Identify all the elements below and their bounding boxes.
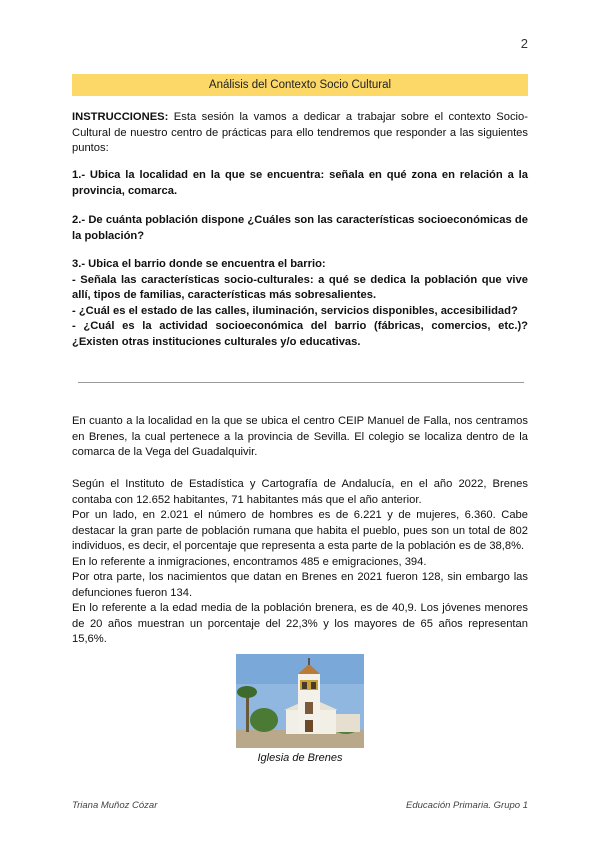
question-3-item: - Señala las características socio-culturales: a qué se dedica la población que vive allí, tipos de familias, características más sobresalientes. — [72, 273, 528, 301]
horizontal-divider — [78, 382, 524, 383]
figure-caption: Iglesia de Brenes — [257, 752, 343, 764]
body-paragraph: Por otra parte, los nacimientos que datan en Brenes en 2021 fueron 128, sin embargo las defunciones fueron 134. — [72, 571, 528, 599]
body-paragraph-population — [72, 477, 528, 648]
church-photo — [236, 654, 364, 748]
body-paragraph: Por un lado, en 2.021 el número de hombres es de 6.221 y de mujeres, 6.360. Cabe destacar la gran parte de población rumana que habita el pueblo, pues son un total de 802 individuos, es decir, el porcentaje que representa a esta parte de la población es de 38,8%. — [72, 509, 528, 552]
question-3-title: 3.- Ubica el barrio donde se encuentra el barrio: — [72, 258, 326, 270]
footer-author: Triana Muñoz Cózar — [72, 800, 158, 811]
question-2: 2.- De cuánta población dispone ¿Cuáles son las características socioeconómicas de la población? — [72, 214, 528, 242]
question-3 — [72, 257, 528, 350]
footer-course: Educación Primaria. Grupo 1 — [406, 800, 528, 811]
section-title: Análisis del Contexto Socio Cultural — [72, 74, 528, 96]
body-paragraph-location: En cuanto a la localidad en la que se ubica el centro CEIP Manuel de Falla, nos centramos en Brenes, la cual pertenece a la provincia de Sevilla. El colegio se localiza dentro de la comarca de la Vega del Guadalquivir. — [72, 415, 528, 458]
question-3-item: - ¿Cuál es el estado de las calles, iluminación, servicios disponibles, accesibilidad? — [72, 304, 518, 317]
instructions-label: INSTRUCCIONES: — [72, 111, 169, 123]
body-paragraph: En lo referente a inmigraciones, encontramos 485 e emigraciones, 394. — [72, 555, 427, 568]
instructions-text: Esta sesión la vamos a dedicar a trabajar sobre el contexto Socio-Cultural de nuestro centro de prácticas para ello tendremos que responder a las siguientes puntos: — [72, 111, 528, 154]
instructions-paragraph — [72, 110, 528, 157]
body-paragraph: En lo referente a la edad media de la población brenera, es de 40,9. Los jóvenes menores de 20 años muestran un porcentaje del 22,3% y los mayores de 65 años representan 15,6%. — [72, 602, 528, 645]
body-paragraph: Según el Instituto de Estadística y Cartografía de Andalucía, en el año 2022, Brenes contaba con 12.652 habitantes, 71 habitantes más que el año anterior. — [72, 478, 528, 506]
page-number: 2 — [520, 36, 528, 51]
question-1: 1.- Ubica la localidad en la que se encuentra: señala en qué zona en relación a la provincia, comarca. — [72, 169, 528, 197]
question-3-item: - ¿Cuál es la actividad socioeconómica del barrio (fábricas, comercios, etc.)?¿Existen otras instituciones culturales y/o educativas. — [72, 320, 528, 348]
